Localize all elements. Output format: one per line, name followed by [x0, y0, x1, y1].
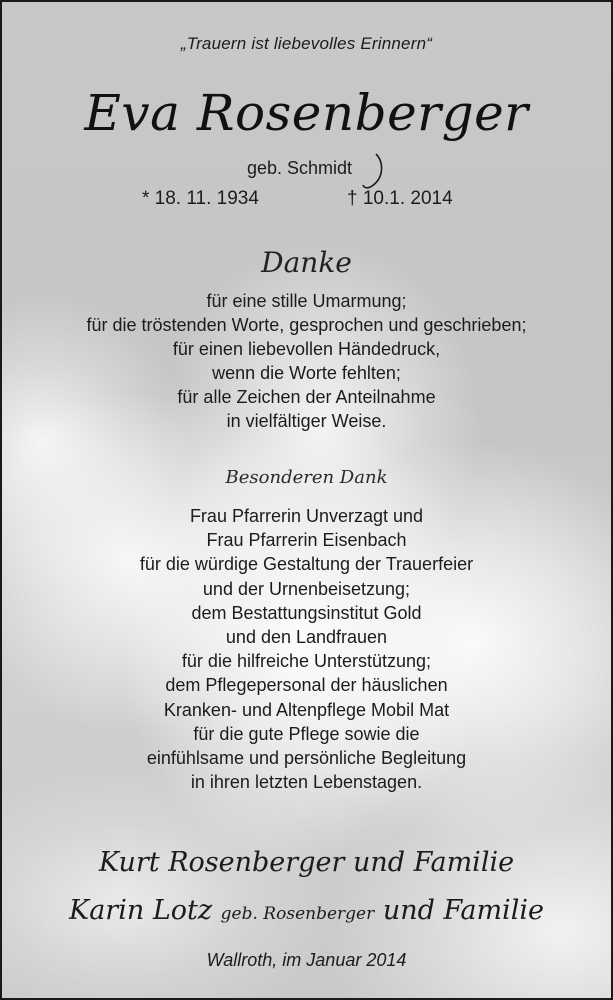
- special-thanks-text: [2, 504, 611, 794]
- birth-name: geb. Schmidt: [247, 158, 353, 178]
- thanks-line: für einen liebevollen Händedruck,: [172, 339, 441, 359]
- thanks-line: für eine stille Umarmung;: [206, 291, 407, 311]
- thanks-heading: Danke: [261, 246, 352, 279]
- thanks-line: für die tröstenden Worte, gesprochen und geschrieben;: [86, 315, 527, 335]
- death-date: † 10.1. 2014: [347, 188, 453, 209]
- place-date: Wallroth, im Januar 2014: [206, 950, 407, 970]
- signature-karin-family: und Familie: [382, 895, 544, 926]
- signature-karin-maiden: geb. Rosenberger: [220, 904, 375, 924]
- signature-karin: [2, 895, 611, 926]
- special-thanks-line: für die gute Pflege sowie die: [193, 723, 420, 744]
- special-thanks-line: und den Landfrauen: [225, 626, 388, 647]
- thanks-line: in vielfältiger Weise.: [226, 411, 387, 431]
- birth-date: * 18. 11. 1934: [142, 188, 259, 209]
- special-thanks-line: einfühlsame und persönliche Begleitung: [146, 747, 467, 768]
- special-thanks-line: dem Pflegepersonal der häuslichen: [165, 675, 448, 696]
- motto: „Trauern ist liebevolles Erinnern“: [180, 34, 433, 53]
- special-thanks-line: in ihren letzten Lebenstagen.: [190, 772, 423, 793]
- deceased-name: Eva Rosenberger: [84, 84, 529, 142]
- thanks-line: für alle Zeichen der Anteilnahme: [177, 387, 436, 407]
- special-thanks-line: Kranken- und Altenpflege Mobil Mat: [163, 699, 450, 720]
- swash-ornament: [362, 152, 392, 192]
- special-thanks-line: Frau Pfarrerin Unverzagt und: [189, 506, 424, 526]
- special-thanks-line: dem Bestattungsinstitut Gold: [191, 602, 422, 623]
- special-thanks-line: für die würdige Gestaltung der Trauerfeier: [139, 554, 474, 575]
- signature-kurt: Kurt Rosenberger und Familie: [98, 847, 515, 878]
- special-thanks-line: für die hilfreiche Unterstützung;: [181, 651, 432, 672]
- special-thanks-line: Frau Pfarrerin Eisenbach: [206, 530, 407, 551]
- special-thanks-line: und der Urnenbeisetzung;: [202, 578, 411, 599]
- special-thanks-heading: Besonderen Dank: [225, 467, 388, 488]
- thanks-text: [2, 289, 611, 433]
- signature-karin-name: Karin Lotz: [69, 895, 213, 926]
- thanks-line: wenn die Worte fehlten;: [212, 363, 401, 383]
